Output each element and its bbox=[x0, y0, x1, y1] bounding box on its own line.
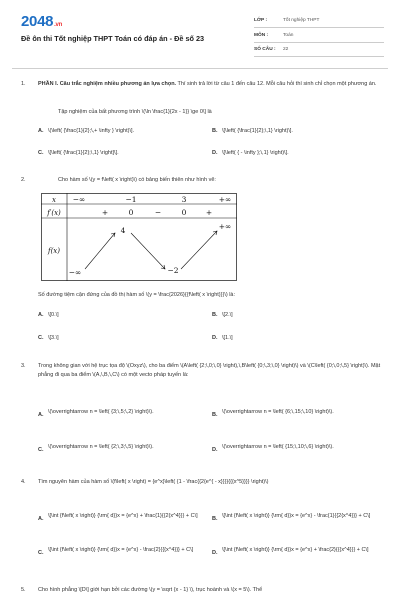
x-value: +∞ bbox=[218, 195, 232, 204]
question-number: 5. bbox=[21, 587, 26, 593]
f-value: 4 bbox=[120, 226, 126, 235]
derivative-zero: 0 bbox=[128, 208, 134, 217]
increasing-arrow bbox=[85, 233, 115, 269]
increasing-arrow bbox=[181, 231, 217, 269]
page-header bbox=[0, 0, 400, 62]
derivative-row-label: f′(x) bbox=[47, 209, 61, 217]
question-number: 2. bbox=[21, 177, 26, 183]
x-value: 3 bbox=[181, 195, 187, 204]
question-text: Số đường tiệm cận đứng của đồ thị hàm số \(y = \frac{2026}{{f\left( x \right)}}\) là: bbox=[38, 292, 236, 298]
f-value: −2 bbox=[167, 266, 179, 275]
derivative-sign: − bbox=[154, 208, 162, 217]
question-number: 1. bbox=[21, 81, 26, 87]
header-divider bbox=[12, 68, 388, 69]
decreasing-arrow bbox=[131, 233, 165, 269]
derivative-sign: + bbox=[205, 208, 213, 217]
f-value: +∞ bbox=[218, 222, 232, 231]
section-instructions: PHẦN I. Câu trắc nghiệm nhiều phương án lựa chọn. Thí sinh trả lời từ câu 1 đến câu 12. Mỗi câu hỏi thí sinh chỉ chọn một phương án. bbox=[38, 81, 377, 87]
question-number: 4. bbox=[21, 479, 26, 485]
site-logo[interactable]: 2048.vn bbox=[21, 13, 62, 30]
x-value: −∞ bbox=[72, 195, 86, 204]
f-value: −∞ bbox=[68, 268, 82, 277]
question-text: Cho hàm số \(y = f\left( x \right)\) có bảng biến thiên như hình vẽ: bbox=[58, 177, 216, 183]
derivative-sign: + bbox=[101, 208, 109, 217]
question-text: Trong không gian với hệ trục tọa độ \(Oxyz\), cho ba điểm \(A\left( {2;\,0;\,0} \right),\,B\left( {0;\,3;\,0} \right)\) và \(C\left( {0;\,0;\,5} \right)\). Mặt phẳng đi qua ba điểm \(A,\,B,\,C\) có một vecto pháp tuyến là: bbox=[38, 363, 381, 378]
meta-question-count: SỐ CÂU : 22 bbox=[254, 47, 289, 52]
x-value: −1 bbox=[125, 195, 137, 204]
function-row-label: f(x) bbox=[47, 247, 61, 255]
question-text: Tập nghiệm của bất phương trình \(\ln \frac{1}{2x - 1}} \ge 0\] là bbox=[58, 109, 212, 115]
meta-subject: MÔN : Toán bbox=[254, 33, 294, 38]
x-row-label: x bbox=[52, 196, 56, 204]
derivative-zero: 0 bbox=[181, 208, 187, 217]
exam-title: Đề ôn thi Tốt nghiệp THPT Toán có đáp án - Đề số 23 bbox=[21, 34, 205, 43]
exam-page: 2048.vn Đề ôn thi Tốt nghiệp THPT Toán có đáp án - Đề số 23 LỚP : Tốt nghiệp THPT MÔN : Toán SỐ CÂU : 22 1. PHẦN I. Câu trắc nghiệm nhiều phương án lựa chọn. Thí sinh trả lời từ câu 1 đến câu 12. Mỗi câu hỏi thí sinh chỉ chọn một phương án. Tập nghiệm của bất phương trình \(\ln \frac{1}{2x - 1}} \ge 0\] là A. \(\left( {\frac{1}{2};\,+ \infty } \right)\]. B. \[\left( {\frac{1}{2};\,1} \right)\]. C. \[\left( {\frac{1}{2};\,1} \right]\]. D. \[\left( { - \infty };\,1} \right)\]. 2. Cho hàm số \(y = f\left( x \right)\) có bảng biến thiên như hình vẽ: x f′(x) f(x) −∞ −1 3 +∞ + 0 − 0 + −∞ 4 −2 +∞ Số đường tiệm cận đứng của đồ thị hàm số \(y = \frac{2026}{{f\left( x \right)}}\) là: A. \[0.\] B. \[2.\] C. \[3.\] D. \[1.\] 3. Trong không gian với hệ trục tọa độ \(Oxyz\), cho ba điểm \(A\left( {2;\,0;\,0} \right),\,B\left( {0;\,3;\,0} \right)\) và \(C\left( {0;\,0;\,5} \right)\). Mặt phẳng đi qua ba điểm \(A,\,B,\,C\) có một vecto pháp tuyến là: A. \(\overrightarrow n = \left( {3;\,5;\,2} \right)\). B. \(\overrightarrow n = \left( {6;\,15;\,10} \right)\). C. \(\overrightarrow n = \left( {2;\,3;\,5} \right)\). D. \(\overrightarrow n = \left( {15;\,10;\,6} \right)\). 4. Tìm nguyên hàm của hàm số \(f\left( x \right) = {e^x}\left( {1 - \frac{{2{e^{ - x}}}}{{{x^5}}}} \right)\) A. \[\int {f\left( x \right)} {\rm{ d}}x = {e^x} + \frac{1}{{2{x^4}}} + C\] B. \[\int {f\left( x \right)} {\rm{ d}}x = {e^x} - \frac{1}{{2{x^4}}} + C\] C. \[\int {f\left( x \right)} {\rm{ d}}x = {e^x} - \frac{2}{{{x^4}}} + C\] D. \[\int {f\left( x \right)} {\rm{ d}}x = {e^x} + \frac{2}{{{x^4}}} + C\] 5. Cho hình phẳng \[D\] giới hạn bởi các đường \(y = \sqrt {x - 1} \), trục hoành và \(x = 5\). Thể bbox=[0, 0, 400, 600]
question-number: 3. bbox=[21, 363, 26, 369]
question-text: Cho hình phẳng \[D\] giới hạn bởi các đường \(y = \sqrt {x - 1} \), trục hoành và \(x = 5\). Thể bbox=[38, 587, 263, 593]
meta-class: LỚP : Tốt nghiệp THPT bbox=[254, 18, 320, 23]
variation-table bbox=[41, 193, 237, 281]
question-text: Tìm nguyên hàm của hàm số \(f\left( x \right) = {e^x}\left( {1 - \frac{{2{e^{ - x}}}}{{{x^5}}}} \right)\) bbox=[38, 479, 269, 485]
